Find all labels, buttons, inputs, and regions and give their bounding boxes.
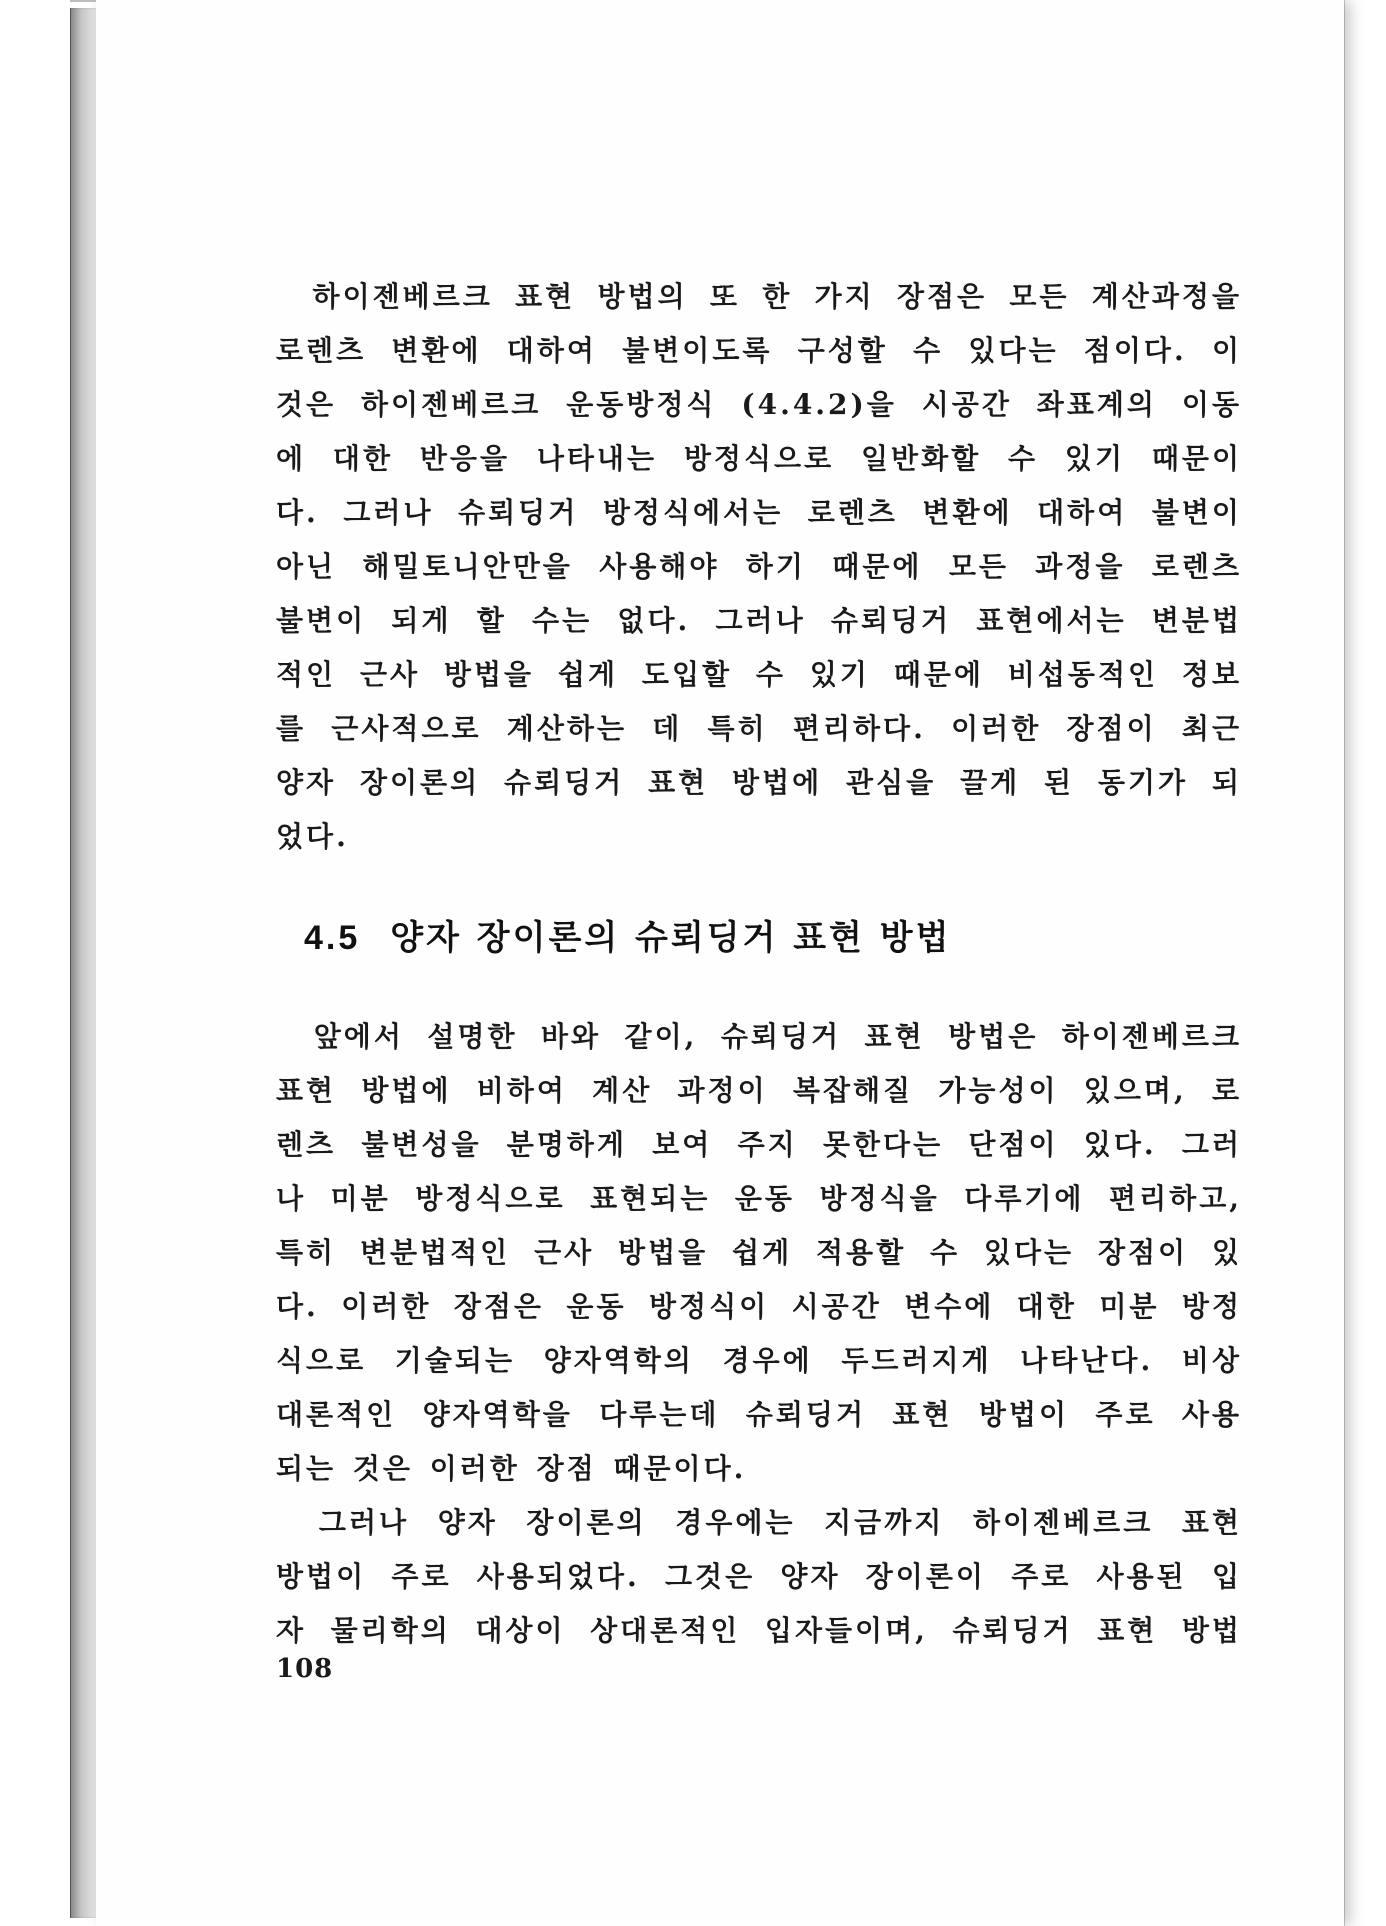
text-line: 를 근사적으로 계산하는 데 특히 편리하다. 이러한 장점이 최근: [276, 712, 1242, 745]
paragraph-schrodinger-advantages: [276, 1010, 1242, 1496]
text-line: 그러나 양자 장이론의 경우에는 지금까지 하이젠베르크 표현: [276, 1506, 1242, 1539]
paragraph-quantum-field-theory: [276, 1496, 1242, 1658]
page-number: 108: [276, 1654, 334, 1684]
text-line: 아닌 해밀토니안만을 사용해야 하기 때문에 모든 과정을 로렌츠: [276, 550, 1242, 583]
text-line: 식으로 기술되는 양자역학의 경우에 두드러지게 나타난다. 비상: [276, 1344, 1242, 1377]
text-line: 었다.: [276, 820, 349, 853]
text-line: 렌츠 불변성을 분명하게 보여 주지 못한다는 단점이 있다. 그러: [276, 1128, 1242, 1161]
text-line: 나 미분 방정식으로 표현되는 운동 방정식을 다루기에 편리하고,: [276, 1182, 1242, 1215]
paragraph-lorentz-invariance: [276, 270, 1242, 864]
text-line: 다. 이러한 장점은 운동 방정식이 시공간 변수에 대한 미분 방정: [276, 1290, 1242, 1323]
text-line: 표현 방법에 비하여 계산 과정이 복잡해질 가능성이 있으며, 로: [276, 1074, 1242, 1107]
top-paragraph-block: [276, 270, 1242, 864]
text-line: 자 물리학의 대상이 상대론적인 입자들이며, 슈뢰딩거 표현 방법: [276, 1614, 1242, 1647]
text-line: 앞에서 설명한 바와 같이, 슈뢰딩거 표현 방법은 하이젠베르크: [276, 1020, 1242, 1053]
bottom-paragraph-block: [276, 1010, 1242, 1658]
text-line: 에 대한 반응을 나타내는 방정식으로 일반화할 수 있기 때문이: [276, 442, 1242, 475]
text-line: 것은 하이젠베르크 운동방정식 (4.4.2)을 시공간 좌표계의 이동: [276, 388, 1242, 421]
text-line: 되는 것은 이러한 장점 때문이다.: [276, 1452, 747, 1485]
text-line: 다. 그러나 슈뢰딩거 방정식에서는 로렌츠 변환에 대하여 불변이: [276, 496, 1242, 529]
text-line: 대론적인 양자역학을 다루는데 슈뢰딩거 표현 방법이 주로 사용: [276, 1398, 1242, 1431]
text-line: 로렌츠 변환에 대하여 불변이도록 구성할 수 있다는 점이다. 이: [276, 334, 1242, 367]
section-title: 양자 장이론의 슈뢰딩거 표현 방법: [390, 918, 952, 958]
text-line: 불변이 되게 할 수는 없다. 그러나 슈뢰딩거 표현에서는 변분법: [276, 604, 1242, 637]
text-line: 적인 근사 방법을 쉽게 도입할 수 있기 때문에 비섭동적인 정보: [276, 658, 1242, 691]
section-number: 4.5: [304, 919, 361, 957]
text-line: 특히 변분법적인 근사 방법을 쉽게 적용할 수 있다는 장점이 있: [276, 1236, 1242, 1269]
book-spine-edge: [70, 8, 99, 1918]
text-line: 방법이 주로 사용되었다. 그것은 양자 장이론이 주로 사용된 입: [276, 1560, 1242, 1593]
text-line: 양자 장이론의 슈뢰딩거 표현 방법에 관심을 끌게 된 동기가 되: [276, 766, 1242, 799]
text-line: 하이젠베르크 표현 방법의 또 한 가지 장점은 모든 계산과정을: [276, 280, 1242, 313]
section-heading: [304, 910, 951, 959]
